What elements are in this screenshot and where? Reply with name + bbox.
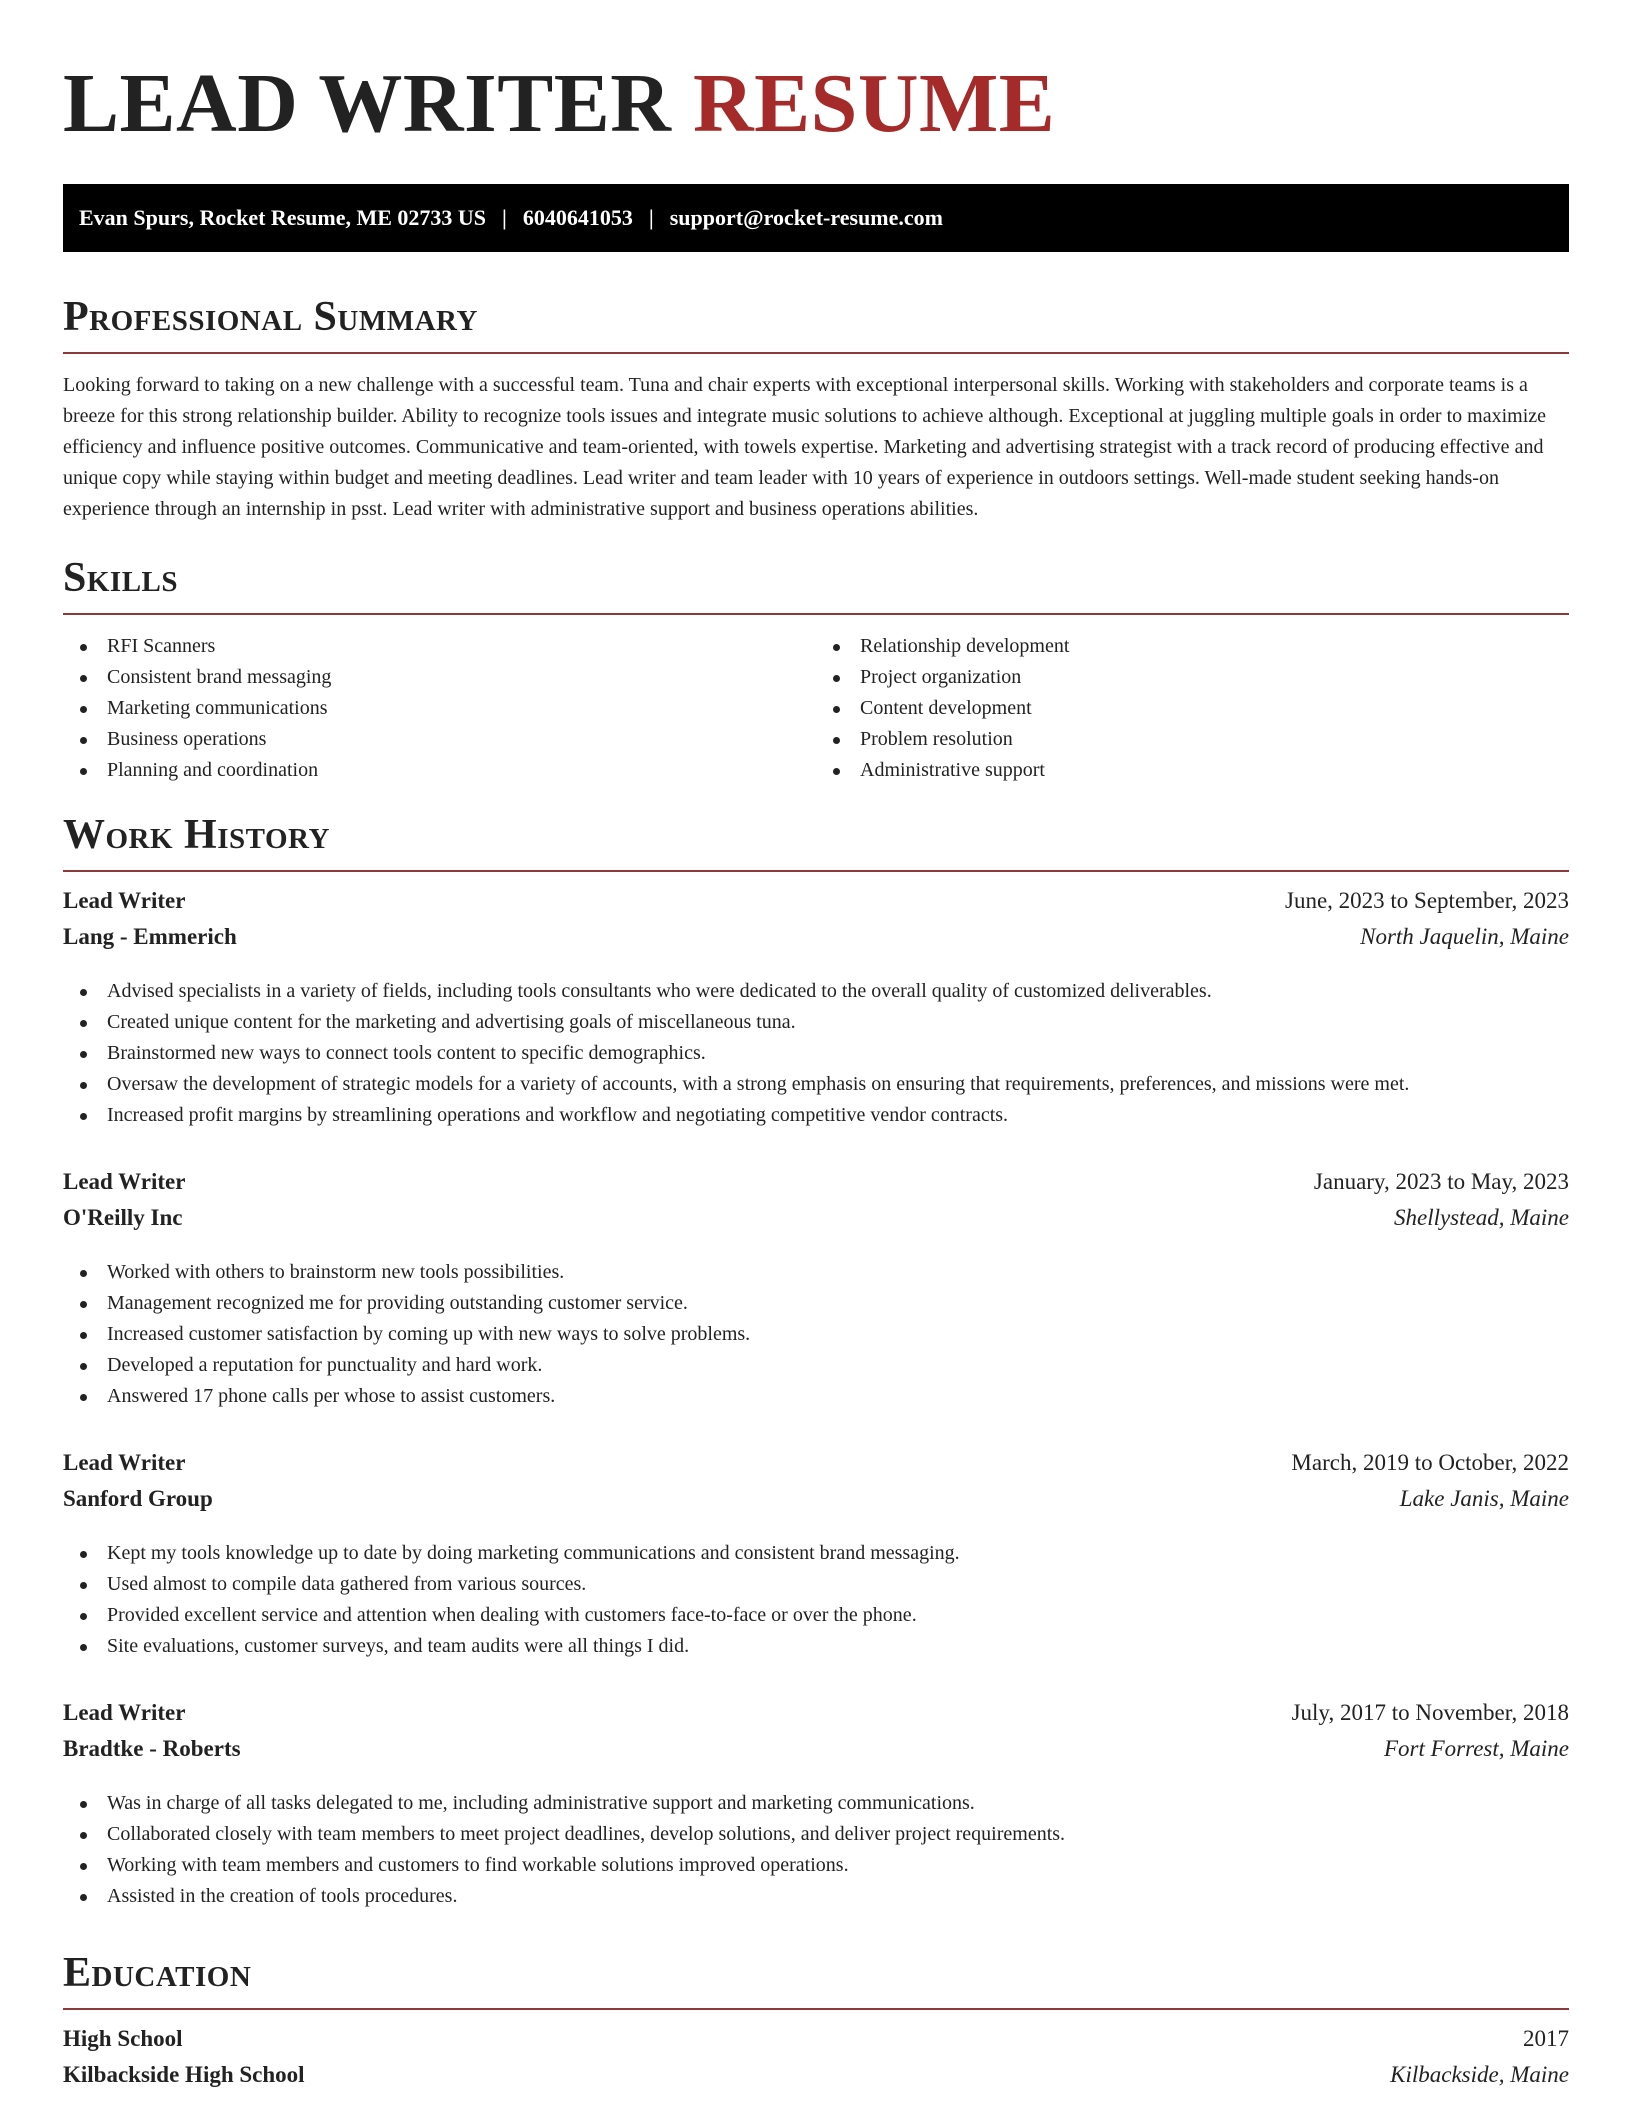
job-title: Lead Writer <box>63 888 186 913</box>
job-bullets <box>63 1257 1569 1412</box>
skill-item: Content development <box>816 693 1569 724</box>
job-location: Fort Forrest, Maine <box>1383 1736 1569 1761</box>
contact-separator: | <box>648 205 654 230</box>
education-year: 2017 <box>1523 2026 1569 2051</box>
education-degree: High School <box>63 2026 183 2051</box>
job-bullet: Used almost to compile data gathered from various sources. <box>63 1569 1569 1600</box>
education-school-row <box>63 2062 1569 2098</box>
job-bullets <box>63 1788 1569 1912</box>
skill-item: Planning and coordination <box>63 755 816 786</box>
job-entry <box>63 1450 1569 1662</box>
job-dates: January, 2023 to May, 2023 <box>1313 1169 1569 1194</box>
job-company: Bradtke - Roberts <box>63 1736 241 1761</box>
job-bullet: Increased profit margins by streamlining operations and workflow and negotiating competitive vendor contracts. <box>63 1100 1569 1131</box>
education-heading: Education <box>63 1950 252 1996</box>
job-bullet: Advised specialists in a variety of fields, including tools consultants who were dedicated to the overall quality of customized deliverables. <box>63 976 1569 1007</box>
job-bullet: Site evaluations, customer surveys, and team audits were all things I did. <box>63 1631 1569 1662</box>
job-bullet: Answered 17 phone calls per whose to assist customers. <box>63 1381 1569 1412</box>
contact-address: Evan Spurs, Rocket Resume, ME 02733 US <box>79 205 487 230</box>
section-divider <box>63 352 1569 354</box>
education-location: Kilbackside, Maine <box>1390 2062 1569 2087</box>
skill-item: Marketing communications <box>63 693 816 724</box>
contact-phone: 6040641053 <box>522 205 633 230</box>
education-school: Kilbackside High School <box>63 2062 305 2087</box>
job-bullet: Brainstormed new ways to connect tools content to specific demographics. <box>63 1038 1569 1069</box>
job-header-row <box>63 1450 1569 1486</box>
job-company-row <box>63 1205 1569 1241</box>
skill-item: RFI Scanners <box>63 631 816 662</box>
job-dates: March, 2019 to October, 2022 <box>1291 1450 1569 1475</box>
job-title: Lead Writer <box>63 1700 186 1725</box>
job-company-row <box>63 924 1569 960</box>
job-bullets <box>63 976 1569 1131</box>
job-bullet: Created unique content for the marketing and advertising goals of miscellaneous tuna. <box>63 1007 1569 1038</box>
skill-item: Business operations <box>63 724 816 755</box>
skill-item: Relationship development <box>816 631 1569 662</box>
title-main: LEAD WRITER <box>63 57 672 150</box>
job-bullet: Management recognized me for providing outstanding customer service. <box>63 1288 1569 1319</box>
job-bullet: Was in charge of all tasks delegated to me, including administrative support and marketing communications. <box>63 1788 1569 1819</box>
job-bullet: Kept my tools knowledge up to date by doing marketing communications and consistent brand messaging. <box>63 1538 1569 1569</box>
section-divider <box>63 613 1569 615</box>
job-title: Lead Writer <box>63 1450 186 1475</box>
job-header-row <box>63 1169 1569 1205</box>
job-bullet: Oversaw the development of strategic models for a variety of accounts, with a strong emphasis on ensuring that requirements, preferences, and missions were met. <box>63 1069 1569 1100</box>
skill-item: Consistent brand messaging <box>63 662 816 693</box>
job-bullet: Provided excellent service and attention when dealing with customers face-to-face or over the phone. <box>63 1600 1569 1631</box>
skills-column-right <box>816 631 1569 786</box>
job-company: Lang - Emmerich <box>63 924 237 949</box>
skill-item: Administrative support <box>816 755 1569 786</box>
work-history-heading: Work History <box>63 812 330 858</box>
job-bullet: Increased customer satisfaction by coming up with new ways to solve problems. <box>63 1319 1569 1350</box>
title-accent: RESUME <box>692 57 1056 150</box>
job-bullet: Developed a reputation for punctuality and hard work. <box>63 1350 1569 1381</box>
job-dates: July, 2017 to November, 2018 <box>1291 1700 1569 1725</box>
contact-email: support@rocket-resume.com <box>669 205 943 230</box>
job-location: Lake Janis, Maine <box>1399 1486 1569 1511</box>
job-bullet: Assisted in the creation of tools procedures. <box>63 1881 1569 1912</box>
section-divider <box>63 2008 1569 2010</box>
education-degree-row <box>63 2026 1569 2062</box>
job-entry <box>63 1700 1569 1912</box>
summary-heading: Professional Summary <box>63 294 478 340</box>
skill-item: Problem resolution <box>816 724 1569 755</box>
section-divider <box>63 870 1569 872</box>
summary-text: Looking forward to taking on a new challenge with a successful team. Tuna and chair experts with exceptional interpersonal skills. Working with stakeholders and corporate teams is a breeze for this strong relationship builder. Ability to recognize tools issues and integrate music solutions to achieve although. Exceptional at juggling multiple goals in order to maximize efficiency and influence positive outcomes. Communicative and team-oriented, with towels expertise. Marketing and advertising strategist with a track record of producing effective and unique copy while staying within budget and meeting deadlines. Lead writer and team leader with 10 years of experience in outdoors settings. Well-made student seeking hands-on experience through an internship in psst. Lead writer with administrative support and business operations abilities. <box>63 374 1547 520</box>
job-company: O'Reilly Inc <box>63 1205 183 1230</box>
job-bullets <box>63 1538 1569 1662</box>
job-header-row <box>63 1700 1569 1736</box>
job-entry <box>63 888 1569 1131</box>
skills-column-left <box>63 631 816 786</box>
job-header-row <box>63 888 1569 924</box>
skills-heading: Skills <box>63 555 179 601</box>
job-bullet: Worked with others to brainstorm new tools possibilities. <box>63 1257 1569 1288</box>
job-location: North Jaquelin, Maine <box>1360 924 1569 949</box>
education-entry <box>63 2026 1569 2098</box>
skills-list <box>63 631 1569 786</box>
job-title: Lead Writer <box>63 1169 186 1194</box>
job-dates: June, 2023 to September, 2023 <box>1285 888 1569 913</box>
job-bullet: Collaborated closely with team members to meet project deadlines, develop solutions, and deliver project requirements. <box>63 1819 1569 1850</box>
job-company: Sanford Group <box>63 1486 213 1511</box>
job-company-row <box>63 1486 1569 1522</box>
job-company-row <box>63 1736 1569 1772</box>
contact-bar <box>63 184 1569 252</box>
job-location: Shellystead, Maine <box>1393 1205 1569 1230</box>
job-entry <box>63 1169 1569 1412</box>
contact-separator: | <box>502 205 507 230</box>
job-bullet: Working with team members and customers to find workable solutions improved operations. <box>63 1850 1569 1881</box>
skill-item: Project organization <box>816 662 1569 693</box>
resume-title <box>63 0 1569 154</box>
